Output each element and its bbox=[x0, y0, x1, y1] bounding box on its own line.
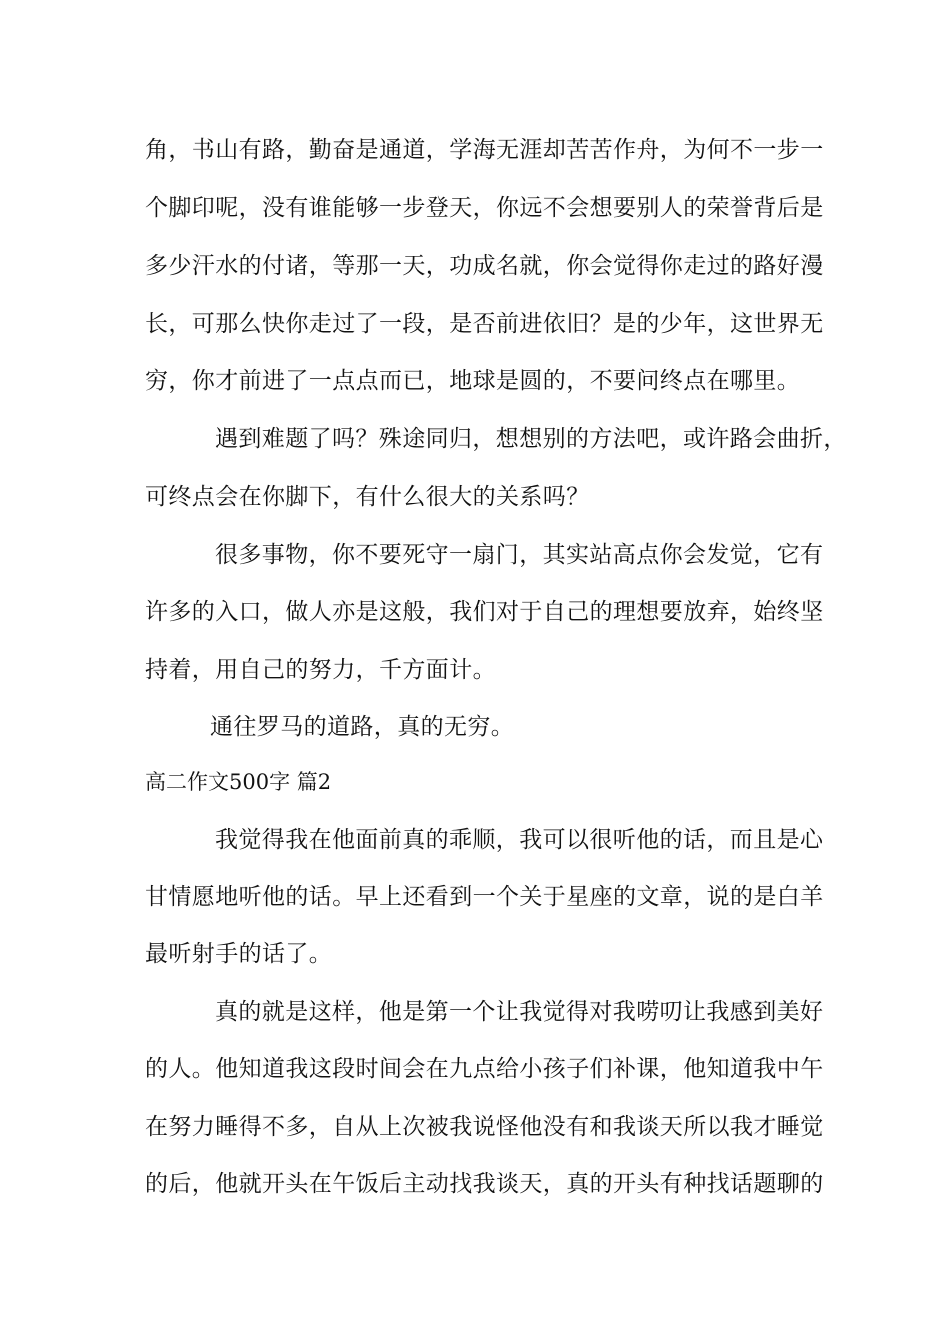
p3-line-2: 许多的入口，做人亦是这般，我们对于自己的理想要放弃，始终坚 bbox=[145, 599, 824, 625]
p3-line-3: 持着，用自己的努力，千方面计。 bbox=[145, 657, 496, 683]
p1-line-4: 长，可那么快你走过了一段，是否前进依旧？是的少年，这世界无 bbox=[145, 311, 824, 337]
s2p2-line-1: 真的就是这样，他是第一个让我觉得对我唠叨让我感到美好 bbox=[215, 999, 824, 1025]
p1-line-5: 穷，你才前进了一点点而已，地球是圆的，不要问终点在哪里。 bbox=[145, 368, 801, 394]
section-heading: 高二作文500字 篇2 bbox=[145, 770, 332, 794]
s2p1-line-2: 甘情愿地听他的话。早上还看到一个关于星座的文章，说的是白羊 bbox=[145, 884, 824, 910]
s2p2-line-4: 的后，他就开头在午饭后主动找我谈天，真的开头有种找话题聊的 bbox=[145, 1171, 824, 1197]
p4-line-1: 通往罗马的道路，真的无穷。 bbox=[210, 714, 515, 740]
s2p2-line-2: 的人。他知道我这段时间会在九点给小孩子们补课，他知道我中午 bbox=[145, 1056, 824, 1082]
s2p2-line-3: 在努力睡得不多，自从上次被我说怪他没有和我谈天所以我才睡觉 bbox=[145, 1114, 824, 1140]
s2p1-line-1: 我觉得我在他面前真的乖顺，我可以很听他的话，而且是心 bbox=[215, 827, 824, 853]
p3-line-1: 很多事物，你不要死守一扇门，其实站高点你会发觉，它有 bbox=[215, 542, 824, 568]
p1-line-1: 角，书山有路，勤奋是通道，学海无涯却苦苦作舟，为何不一步一 bbox=[145, 137, 824, 163]
p1-line-3: 多少汗水的付诸，等那一天，功成名就，你会觉得你走过的路好漫 bbox=[145, 253, 824, 279]
p2-line-1: 遇到难题了吗？殊途同归，想想别的方法吧，或许路会曲折， bbox=[215, 426, 847, 452]
p2-line-2: 可终点会在你脚下，有什么很大的关系吗？ bbox=[145, 484, 590, 510]
p1-line-2: 个脚印呢，没有谁能够一步登天，你远不会想要别人的荣誉背后是 bbox=[145, 195, 824, 221]
s2p1-line-3: 最听射手的话了。 bbox=[145, 941, 333, 967]
